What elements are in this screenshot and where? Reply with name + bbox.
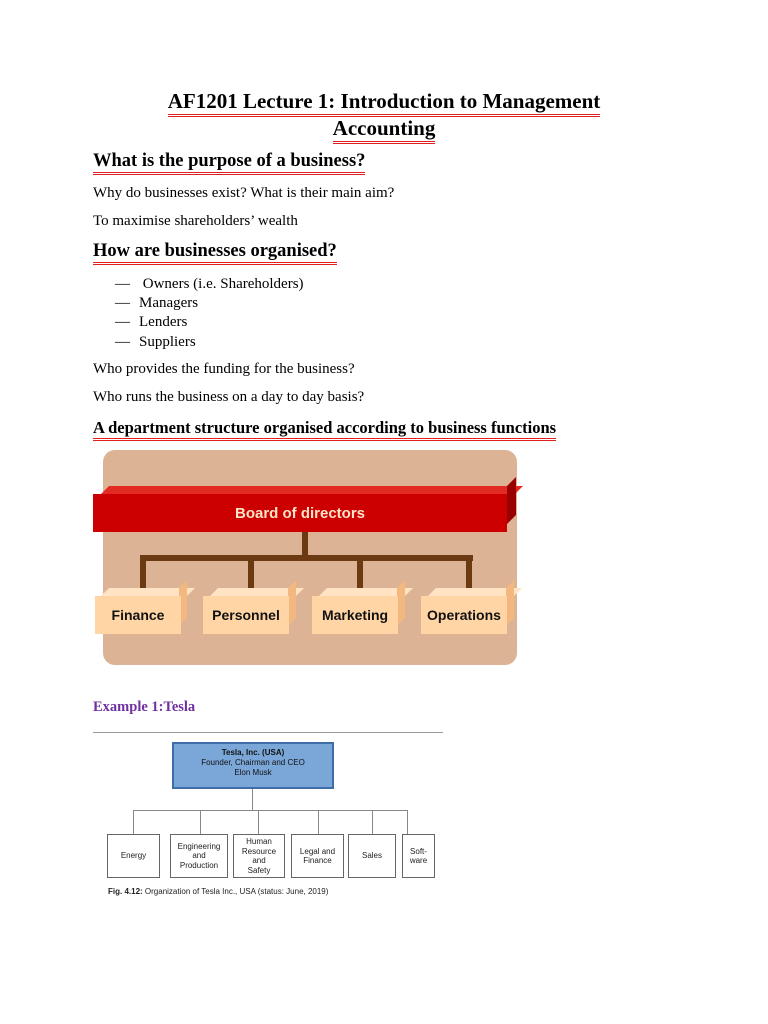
connector-bar (140, 555, 473, 561)
purpose-question: Why do businesses exist? What is their main aim? (93, 185, 395, 201)
bullet-dash: — (115, 314, 130, 330)
finance-box: Finance (95, 596, 181, 634)
funding-question: Who provides the funding for the business? (93, 361, 355, 377)
department-structure-heading: A department structure organised according to business functions (93, 418, 556, 438)
tesla-unit-sales: Sales (348, 834, 396, 878)
purpose-heading: What is the purpose of a business? (93, 151, 365, 172)
list-item (115, 295, 198, 312)
bullet-dash: — (115, 295, 130, 311)
runs-question: Who runs the business on a day to day basis? (93, 389, 365, 405)
dept-box-side (288, 580, 296, 626)
tesla-unit-legal-finance: Legal and Finance (291, 834, 344, 878)
connector-stem (302, 532, 308, 557)
list-item-text: Suppliers (139, 334, 196, 350)
tesla-unit-software: Soft- ware (402, 834, 435, 878)
connector-drop (140, 555, 146, 590)
connector-drop (466, 555, 472, 590)
connector-drop (357, 555, 363, 590)
tesla-connector-drop (372, 810, 373, 834)
tesla-connector-drop (133, 810, 134, 834)
dept-box-side (397, 580, 405, 626)
list-item (115, 314, 187, 331)
tesla-connector-drop (407, 810, 408, 834)
tesla-connector-stem (252, 789, 253, 810)
personnel-box: Personnel (203, 596, 289, 634)
list-item-text: Managers (139, 295, 199, 311)
tesla-connector-bar (133, 810, 408, 811)
tesla-unit-hr: Human Resource and Safety (233, 834, 285, 878)
figure-caption (108, 887, 328, 896)
figure-rule (93, 732, 443, 733)
tesla-head-name: Elon Musk (234, 768, 272, 777)
bullet-dash: — (115, 276, 130, 292)
tesla-connector-drop (200, 810, 201, 834)
tesla-head-title: Tesla, Inc. (USA) (221, 748, 285, 757)
purpose-answer: To maximise shareholders’ wealth (93, 213, 298, 229)
list-item (115, 334, 196, 351)
example-label: Example 1:Tesla (93, 699, 196, 715)
page-title: AF1201 Lecture 1: Introduction to Management (0, 88, 768, 115)
connector-drop (248, 555, 254, 590)
bullet-dash: — (115, 334, 130, 350)
list-item (115, 276, 304, 293)
tesla-connector-drop (258, 810, 259, 834)
list-item-text: Owners (i.e. Shareholders) (139, 276, 304, 292)
page-title-line2: Accounting (0, 115, 768, 142)
marketing-box: Marketing (312, 596, 398, 634)
figure-caption-label: Fig. 4.12: (108, 887, 143, 896)
tesla-head-role: Founder, Chairman and CEO (201, 758, 305, 767)
board-box-top (101, 486, 523, 494)
tesla-unit-energy: Energy (107, 834, 160, 878)
operations-box: Operations (421, 596, 507, 634)
figure-caption-text: Organization of Tesla Inc., USA (status: June, 2019) (142, 887, 329, 896)
tesla-head-box (172, 742, 334, 789)
organised-heading: How are businesses organised? (93, 241, 337, 262)
list-item-text: Lenders (139, 314, 188, 330)
tesla-connector-drop (318, 810, 319, 834)
board-of-directors-box: Board of directors (93, 494, 507, 532)
dept-box-side (506, 580, 514, 626)
tesla-unit-engineering: Engineering and Production (170, 834, 228, 878)
